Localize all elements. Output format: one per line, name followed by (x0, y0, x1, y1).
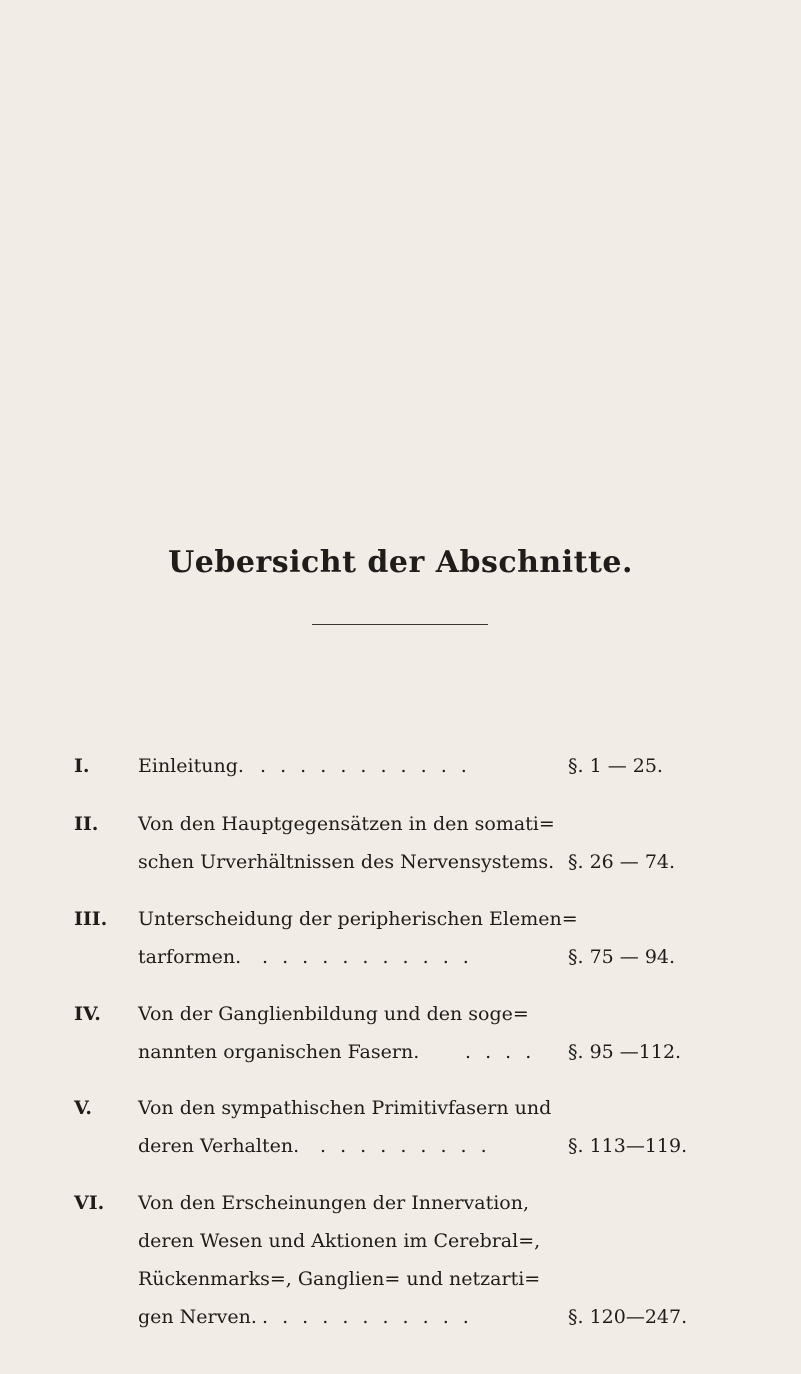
entry-line: Von den sympathischen Primitivfasern und (138, 1097, 552, 1119)
entry-leader: . . . . . . . . . . . (260, 755, 471, 777)
entry-numeral: I. (74, 755, 90, 777)
entry-leader: . . . . . . . . . (320, 1135, 491, 1157)
entry-line: schen Urverhältnissen des Nervensystems. (138, 851, 555, 873)
entry-section-ref: §. 26 — 74. (568, 851, 676, 873)
entry-numeral: V. (74, 1097, 93, 1119)
entry-line: gen Nerven. (138, 1306, 257, 1328)
entry-leader: . . . . . . . . . . . (262, 946, 473, 968)
entry-line: Rückenmarks=, Ganglien= und netzarti= (138, 1268, 541, 1290)
entry-line: deren Verhalten. (138, 1135, 300, 1157)
entry-line: tarformen. (138, 946, 242, 968)
entry-leader: . . . . . . . . . . . (262, 1306, 473, 1328)
entry-section-ref: §. 75 — 94. (568, 946, 676, 968)
page-title: Uebersicht der Abschnitte. (168, 545, 633, 580)
entry-numeral: III. (74, 908, 108, 930)
entry-section-ref: §. 113—119. (568, 1135, 688, 1157)
entry-section-ref: §. 1 — 25. (568, 755, 663, 777)
entry-line: Von den Erscheinungen der Innervation, (138, 1192, 529, 1214)
entry-numeral: VI. (74, 1192, 105, 1214)
entry-numeral: II. (74, 813, 99, 835)
entry-section-ref: §. 95 —112. (568, 1041, 682, 1063)
entry-line: Von der Ganglienbildung und den soge= (138, 1003, 529, 1025)
entry-line: nannten organischen Fasern. (138, 1041, 420, 1063)
entry-line: Unterscheidung der peripherischen Elemen= (138, 908, 578, 930)
entry-numeral: IV. (74, 1003, 101, 1025)
entry-section-ref: §. 120—247. (568, 1306, 688, 1328)
title-rule (312, 624, 488, 625)
entry-line: deren Wesen und Aktionen im Cerebral=, (138, 1230, 541, 1252)
entry-line: Von den Hauptgegensätzen in den somati= (138, 813, 555, 835)
entry-leader: . . . . (465, 1041, 536, 1063)
entry-line: Einleitung. (138, 755, 244, 777)
